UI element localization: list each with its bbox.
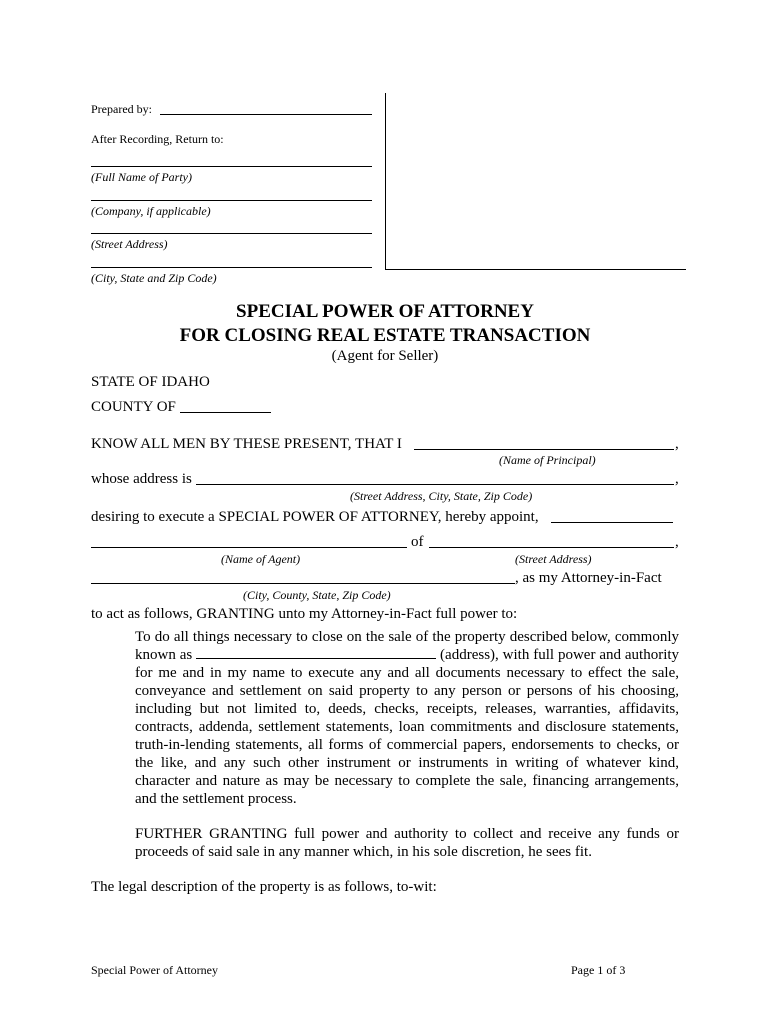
powers-paragraph-start: To do all things necessary to close on the sale of the property described below, commonly known as [135, 629, 679, 663]
further-granting-paragraph: FURTHER GRANTING full power and authority to collect and receive any funds or proceeds of said sale in any manner which, in his sole discretion, he sees fit. [135, 826, 679, 860]
agent-comma: , [675, 534, 679, 550]
prepared-by-label: Prepared by: [91, 102, 152, 116]
full-name-caption: (Full Name of Party) [91, 170, 192, 184]
appoint-line[interactable] [551, 522, 673, 523]
agent-name-caption: (Name of Agent) [221, 552, 301, 566]
powers-paragraph-rest: (address), with full power and authority for me and in my name to execute any and all documents necessary to effect the sale, conveyance and settlement on said property to any person or persons of his choosing, including but not limited to, deeds, checks, receipts, releases, warranties, affidavits, contracts, addenda, settlement statements, loan commitments and disclosure statements, truth-in-lending statements, all forms of commercial papers, endorsements to checks, or the like, and any such other instrument or instruments in writing of whatever kind, character and nature as may be necessary to complete the sale, financing arrangements, and the settlement process. [135, 647, 680, 807]
recording-box-divider [385, 93, 386, 270]
principal-caption: (Name of Principal) [499, 453, 596, 467]
street-caption: (Street Address) [91, 237, 168, 251]
of-label: of [411, 534, 424, 550]
document-title-line2: FOR CLOSING REAL ESTATE TRANSACTION [179, 325, 591, 346]
agent-city-caption: (City, County, State, Zip Code) [243, 588, 391, 602]
prepared-by-line[interactable] [160, 114, 372, 115]
legal-description-label: The legal description of the property is as follows, to-wit: [91, 879, 437, 895]
desiring-text: desiring to execute a SPECIAL POWER OF ATTORNEY, hereby appoint, [91, 509, 539, 525]
full-name-line[interactable] [91, 166, 372, 167]
address-comma: , [675, 471, 679, 487]
county-label: COUNTY OF [91, 399, 176, 415]
document-title-line1: SPECIAL POWER OF ATTORNEY [236, 301, 534, 322]
company-caption: (Company, if applicable) [91, 204, 211, 218]
state-label: STATE OF IDAHO [91, 374, 210, 390]
powers-paragraph [135, 628, 679, 808]
city-caption: (City, State and Zip Code) [91, 271, 217, 285]
agent-street-line[interactable] [429, 547, 674, 548]
recording-box-bottom [385, 269, 686, 270]
whose-address-label: whose address is [91, 471, 192, 487]
agent-street-caption: (Street Address) [515, 552, 592, 566]
agent-name-line[interactable] [91, 547, 407, 548]
county-line[interactable] [180, 412, 271, 413]
street-line[interactable] [91, 233, 372, 234]
principal-name-line[interactable] [414, 449, 674, 450]
property-address-line[interactable] [196, 646, 436, 659]
page-number: Page 1 of 3 [571, 963, 626, 977]
company-line[interactable] [91, 200, 372, 201]
city-line[interactable] [91, 267, 372, 268]
principal-address-caption: (Street Address, City, State, Zip Code) [350, 489, 533, 503]
agent-city-line[interactable] [91, 583, 515, 584]
principal-comma: , [675, 436, 679, 452]
after-recording-label: After Recording, Return to: [91, 132, 224, 146]
know-all-label: KNOW ALL MEN BY THESE PRESENT, THAT I [91, 436, 402, 452]
to-act-text: to act as follows, GRANTING unto my Attorney-in-Fact full power to: [91, 606, 518, 622]
footer-title: Special Power of Attorney [91, 963, 218, 977]
document-subtitle: (Agent for Seller) [331, 348, 439, 364]
principal-address-line[interactable] [196, 484, 674, 485]
attorney-in-fact-text: , as my Attorney-in-Fact [515, 570, 662, 586]
